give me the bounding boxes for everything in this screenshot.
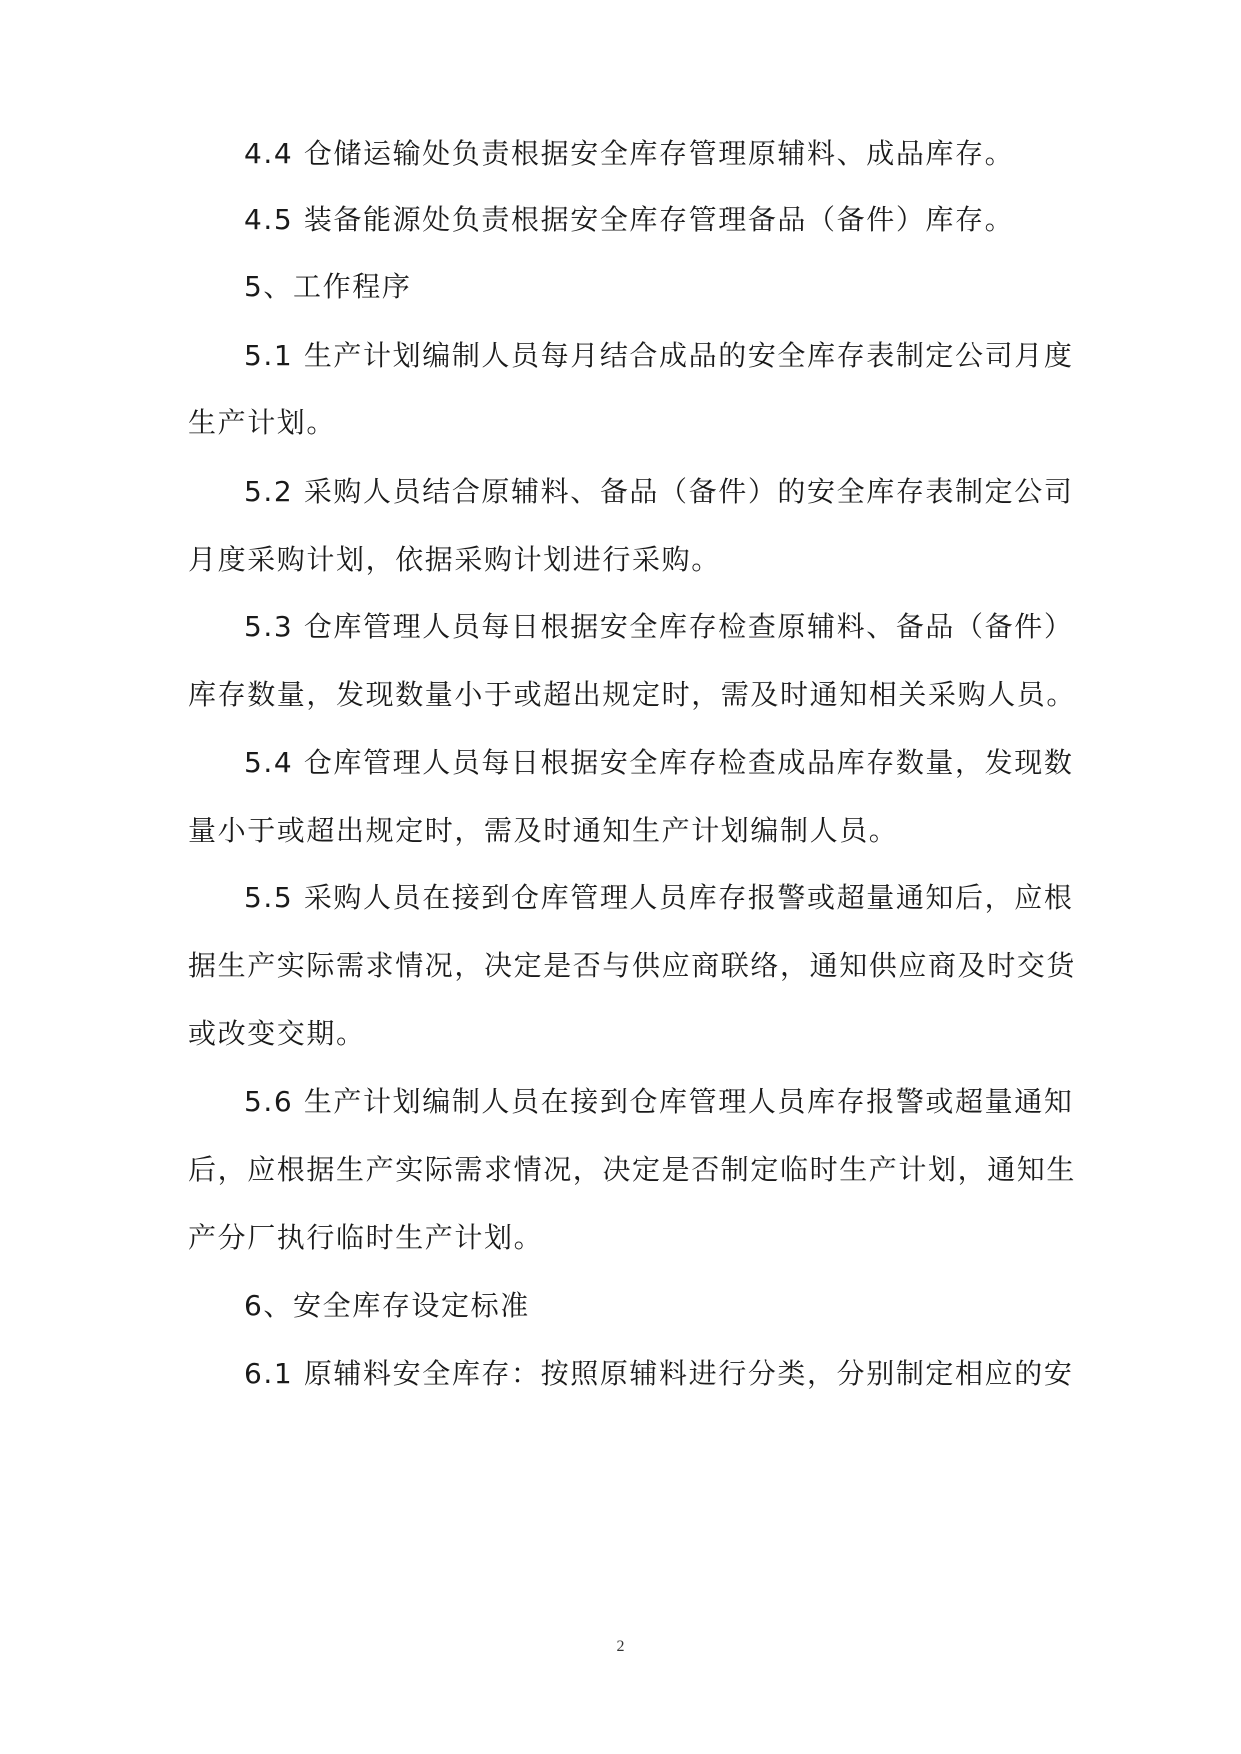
paragraph-6-1-line-1: 6.1 原辅料安全库存：按照原辅料进行分类，分别制定相应的安 (244, 1357, 1074, 1390)
page-number: 2 (616, 1638, 625, 1655)
heading-5: 5、工作程序 (244, 270, 412, 303)
paragraph-5-6-line-3: 产分厂执行临时生产计划。 (188, 1221, 544, 1254)
paragraph-5-3-line-1: 5.3 仓库管理人员每日根据安全库存检查原辅料、备品（备件） (244, 610, 1074, 643)
paragraph-4-4: 4.4 仓储运输处负责根据安全库存管理原辅料、成品库存。 (244, 137, 1015, 170)
paragraph-5-5-line-3: 或改变交期。 (188, 1017, 366, 1050)
paragraph-5-5-line-1: 5.5 采购人员在接到仓库管理人员库存报警或超量通知后，应根 (244, 881, 1074, 914)
paragraph-5-5-line-2: 据生产实际需求情况，决定是否与供应商联络，通知供应商及时交货 (188, 949, 1077, 982)
paragraph-5-1-line-2: 生产计划。 (188, 406, 337, 439)
paragraph-5-1-line-1: 5.1 生产计划编制人员每月结合成品的安全库存表制定公司月度 (244, 339, 1074, 372)
paragraph-5-6-line-2: 后，应根据生产实际需求情况，决定是否制定临时生产计划，通知生 (188, 1153, 1077, 1186)
paragraph-5-4-line-1: 5.4 仓库管理人员每日根据安全库存检查成品库存数量，发现数 (244, 746, 1074, 779)
paragraph-5-2-line-2: 月度采购计划，依据采购计划进行采购。 (188, 543, 721, 576)
paragraph-5-6-line-1: 5.6 生产计划编制人员在接到仓库管理人员库存报警或超量通知 (244, 1085, 1074, 1118)
paragraph-5-2-line-1: 5.2 采购人员结合原辅料、备品（备件）的安全库存表制定公司 (244, 475, 1074, 508)
heading-6: 6、安全库存设定标准 (244, 1289, 530, 1322)
paragraph-4-5: 4.5 装备能源处负责根据安全库存管理备品（备件）库存。 (244, 203, 1015, 236)
paragraph-5-4-line-2: 量小于或超出规定时，需及时通知生产计划编制人员。 (188, 814, 899, 847)
paragraph-5-3-line-2: 库存数量，发现数量小于或超出规定时，需及时通知相关采购人员。 (188, 678, 1077, 711)
